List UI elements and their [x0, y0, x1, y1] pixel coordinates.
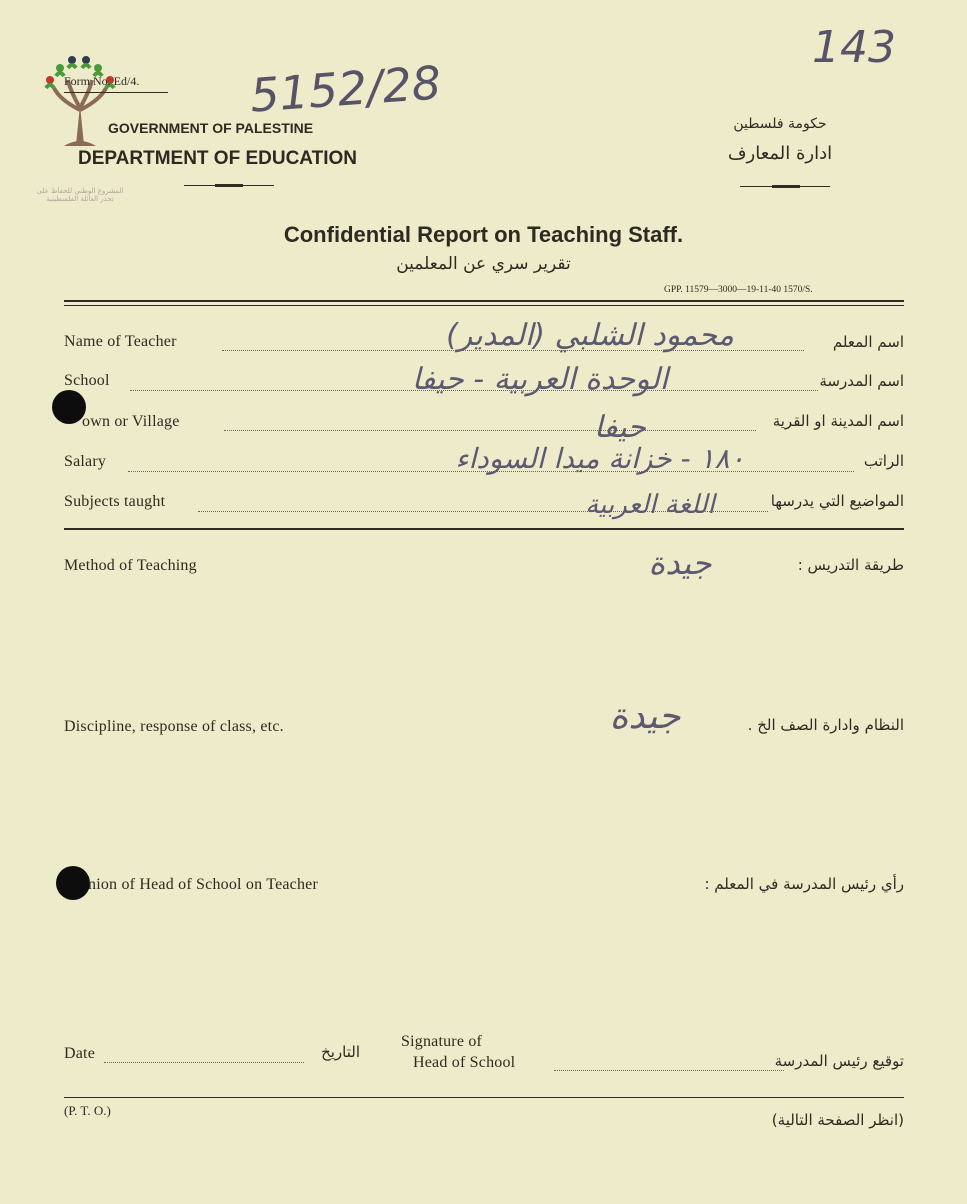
fields-bottom-rule — [64, 528, 904, 530]
punch-hole-bottom — [56, 866, 90, 900]
subjects-label-ar: المواضيع التي يدرسها — [770, 492, 904, 510]
subjects-label-en: Subjects taught — [64, 493, 166, 510]
opinion-label-ar: رأي رئيس المدرسة في المعلم : — [704, 875, 904, 893]
signature-dotted-line — [554, 1070, 784, 1071]
salary-handwritten-value: ١٨٠ - خزانة ميدا السوداء — [455, 442, 745, 475]
method-label-ar: طريقة التدريس : — [797, 556, 904, 574]
school-label-en: School — [64, 372, 110, 389]
department-heading-en: DEPARTMENT OF EDUCATION — [78, 148, 358, 169]
discipline-handwritten-value: جيدة — [609, 696, 681, 737]
bottom-rule — [64, 1097, 904, 1098]
header-divider-left-bold — [215, 184, 243, 187]
signature-label-ar: توقيع رئيس المدرسة — [774, 1052, 904, 1070]
report-title-en: Confidential Report on Teaching Staff. — [283, 222, 684, 247]
pto-ar: (انظر الصفحة التالية) — [771, 1111, 904, 1129]
signature-label-line2: Head of School — [413, 1054, 516, 1071]
page-number-handwritten: 143 — [812, 22, 896, 73]
school-handwritten-value: الوحدة العربية - حيفا — [411, 362, 669, 397]
town-handwritten-value: حيفا — [594, 410, 646, 445]
discipline-label-en: Discipline, response of class, etc. — [64, 718, 284, 735]
town-label-en: own or Village — [82, 413, 180, 430]
name-label-en: Name of Teacher — [64, 333, 177, 350]
file-number-handwritten: 5152/28 — [248, 55, 443, 123]
salary-label-en: Salary — [64, 453, 107, 470]
form-number: Form No. Ed/4. — [64, 74, 140, 88]
name-label-ar: اسم المعلم — [832, 333, 904, 351]
pto-en: (P. T. O.) — [64, 1103, 111, 1118]
date-label-en: Date — [64, 1045, 96, 1062]
town-label-ar: اسم المدينة او القرية — [772, 412, 904, 430]
school-label-ar: اسم المدرسة — [819, 372, 904, 390]
opinion-label-en: nion of Head of School on Teacher — [88, 876, 319, 893]
top-rule-2 — [64, 305, 904, 306]
discipline-label-ar: النظام وادارة الصف الخ . — [747, 716, 904, 734]
top-rule-1 — [64, 300, 904, 302]
header-divider-right-bold — [772, 185, 800, 188]
signature-label-line1: Signature of — [401, 1033, 483, 1050]
method-label-en: Method of Teaching — [64, 557, 197, 574]
gpp-reference: GPP. 11579—3000—19-11-40 1570/S. — [664, 285, 813, 295]
name-handwritten-value: محمود الشلبي (المدير) — [446, 318, 734, 353]
watermark-text: المشروع الوطني للحفاظ على تجذر العائلة الفلسطينية — [36, 187, 124, 203]
salary-label-ar: الراتب — [863, 452, 904, 470]
date-dotted-line — [104, 1062, 304, 1063]
report-title-ar: تقرير سري عن المعلمين — [396, 254, 571, 274]
government-heading-ar: حكومة فلسطين — [733, 116, 827, 132]
punch-hole-top — [52, 390, 86, 424]
department-heading-ar: ادارة المعارف — [727, 143, 833, 164]
form-number-underline — [64, 92, 168, 93]
method-handwritten-value: جيدة — [648, 544, 712, 582]
subjects-handwritten-value: اللغة العربية — [585, 490, 715, 520]
date-label-ar: التاريخ — [321, 1043, 360, 1061]
government-heading-en: GOVERNMENT OF PALESTINE — [108, 120, 314, 136]
